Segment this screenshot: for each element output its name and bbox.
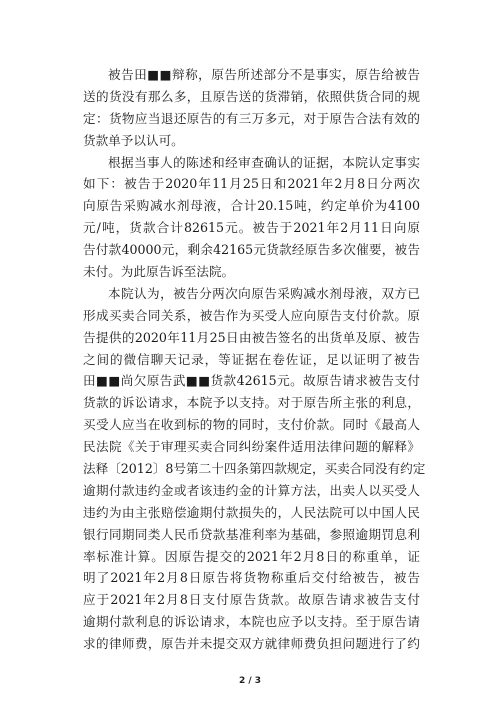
text-line: 告付款40000元，剩余42165元货款经原告多次催要，被告 xyxy=(83,242,420,258)
document-body xyxy=(83,64,426,655)
text-line: 应于2021年2月8日支付原告货款。故原告请求被告支付 xyxy=(83,592,420,608)
text-line: 根据当事人的陈述和经审查确认的证据，本院认定事实 xyxy=(108,154,420,170)
text-line: 送的货没有那么多，且原告送的货滞销，依照供货合同的规 xyxy=(83,88,420,104)
text-line: 被告田■■辩称，原告所述部分不是事实，原告给被告 xyxy=(108,67,420,82)
text-line: 违约为由主张赔偿逾期付款损失的，人民法院可以中国人民 xyxy=(83,504,420,520)
text-line: 买受人应当在收到标的物的同时，支付价款。同时《最高人 xyxy=(83,417,420,433)
text-line: 货款单予以认可。 xyxy=(83,132,184,148)
text-line: 逾期付款违约金或者该违约金的计算方法，出卖人以买受人 xyxy=(83,482,420,498)
text-line: 民法院《关于审理买卖合同纠纷案件适用法律问题的解释》 xyxy=(83,439,420,455)
text-line: 明了2021年2月8日原告将货物称重后交付给被告，被告 xyxy=(83,570,420,586)
text-line: 逾期付款利息的诉讼请求，本院也应予以支持。至于原告请 xyxy=(83,614,420,630)
text-line: 法释〔2012〕8号第二十四条第四款规定，买卖合同没有约定 xyxy=(83,461,426,477)
text-line: 形成买卖合同关系，被告作为买受人应向原告支付价款。原 xyxy=(83,307,420,323)
text-line: 定：货物应当退还原告的有三万多元，对于原告合法有效的 xyxy=(83,110,420,126)
text-line: 未付。为此原告诉至法院。 xyxy=(83,264,235,280)
paragraph-facts-found xyxy=(83,152,420,283)
text-line: 本院认为，被告分两次向原告采购减水剂母液，双方已 xyxy=(108,285,420,301)
text-line: 元/吨，货款合计82615元。被告于2021年2月11日向原 xyxy=(83,220,420,236)
paragraph-defendant-argument xyxy=(83,64,420,152)
text-line: 如下：被告于2020年11月25日和2021年2月8日分两次 xyxy=(83,176,420,192)
text-line: 田■■尚欠原告武■■货款42615元。故原告请求被告支付 xyxy=(83,373,420,389)
text-line: 求的律师费，原告并未提交双方就律师费负担问题进行了约 xyxy=(83,636,420,652)
text-line: 向原告采购减水剂母液，合计20.15吨，约定单价为4100 xyxy=(83,198,420,214)
text-line: 率标准计算。因原告提交的2021年2月8日的称重单，证 xyxy=(83,548,420,564)
text-line: 告提供的2020年11月25日由被告签名的出货单及原、被告 xyxy=(83,329,420,345)
text-line: 货款的诉讼请求，本院予以支持。对于原告所主张的利息， xyxy=(83,395,420,411)
paragraph-court-opinion xyxy=(83,283,426,655)
page-number: 2 / 3 xyxy=(238,676,262,686)
text-line: 银行同期同类人民币贷款基准利率为基础，参照逾期罚息利 xyxy=(83,526,420,542)
text-line: 之间的微信聊天记录，等证据在卷佐证，足以证明了被告 xyxy=(83,351,420,367)
